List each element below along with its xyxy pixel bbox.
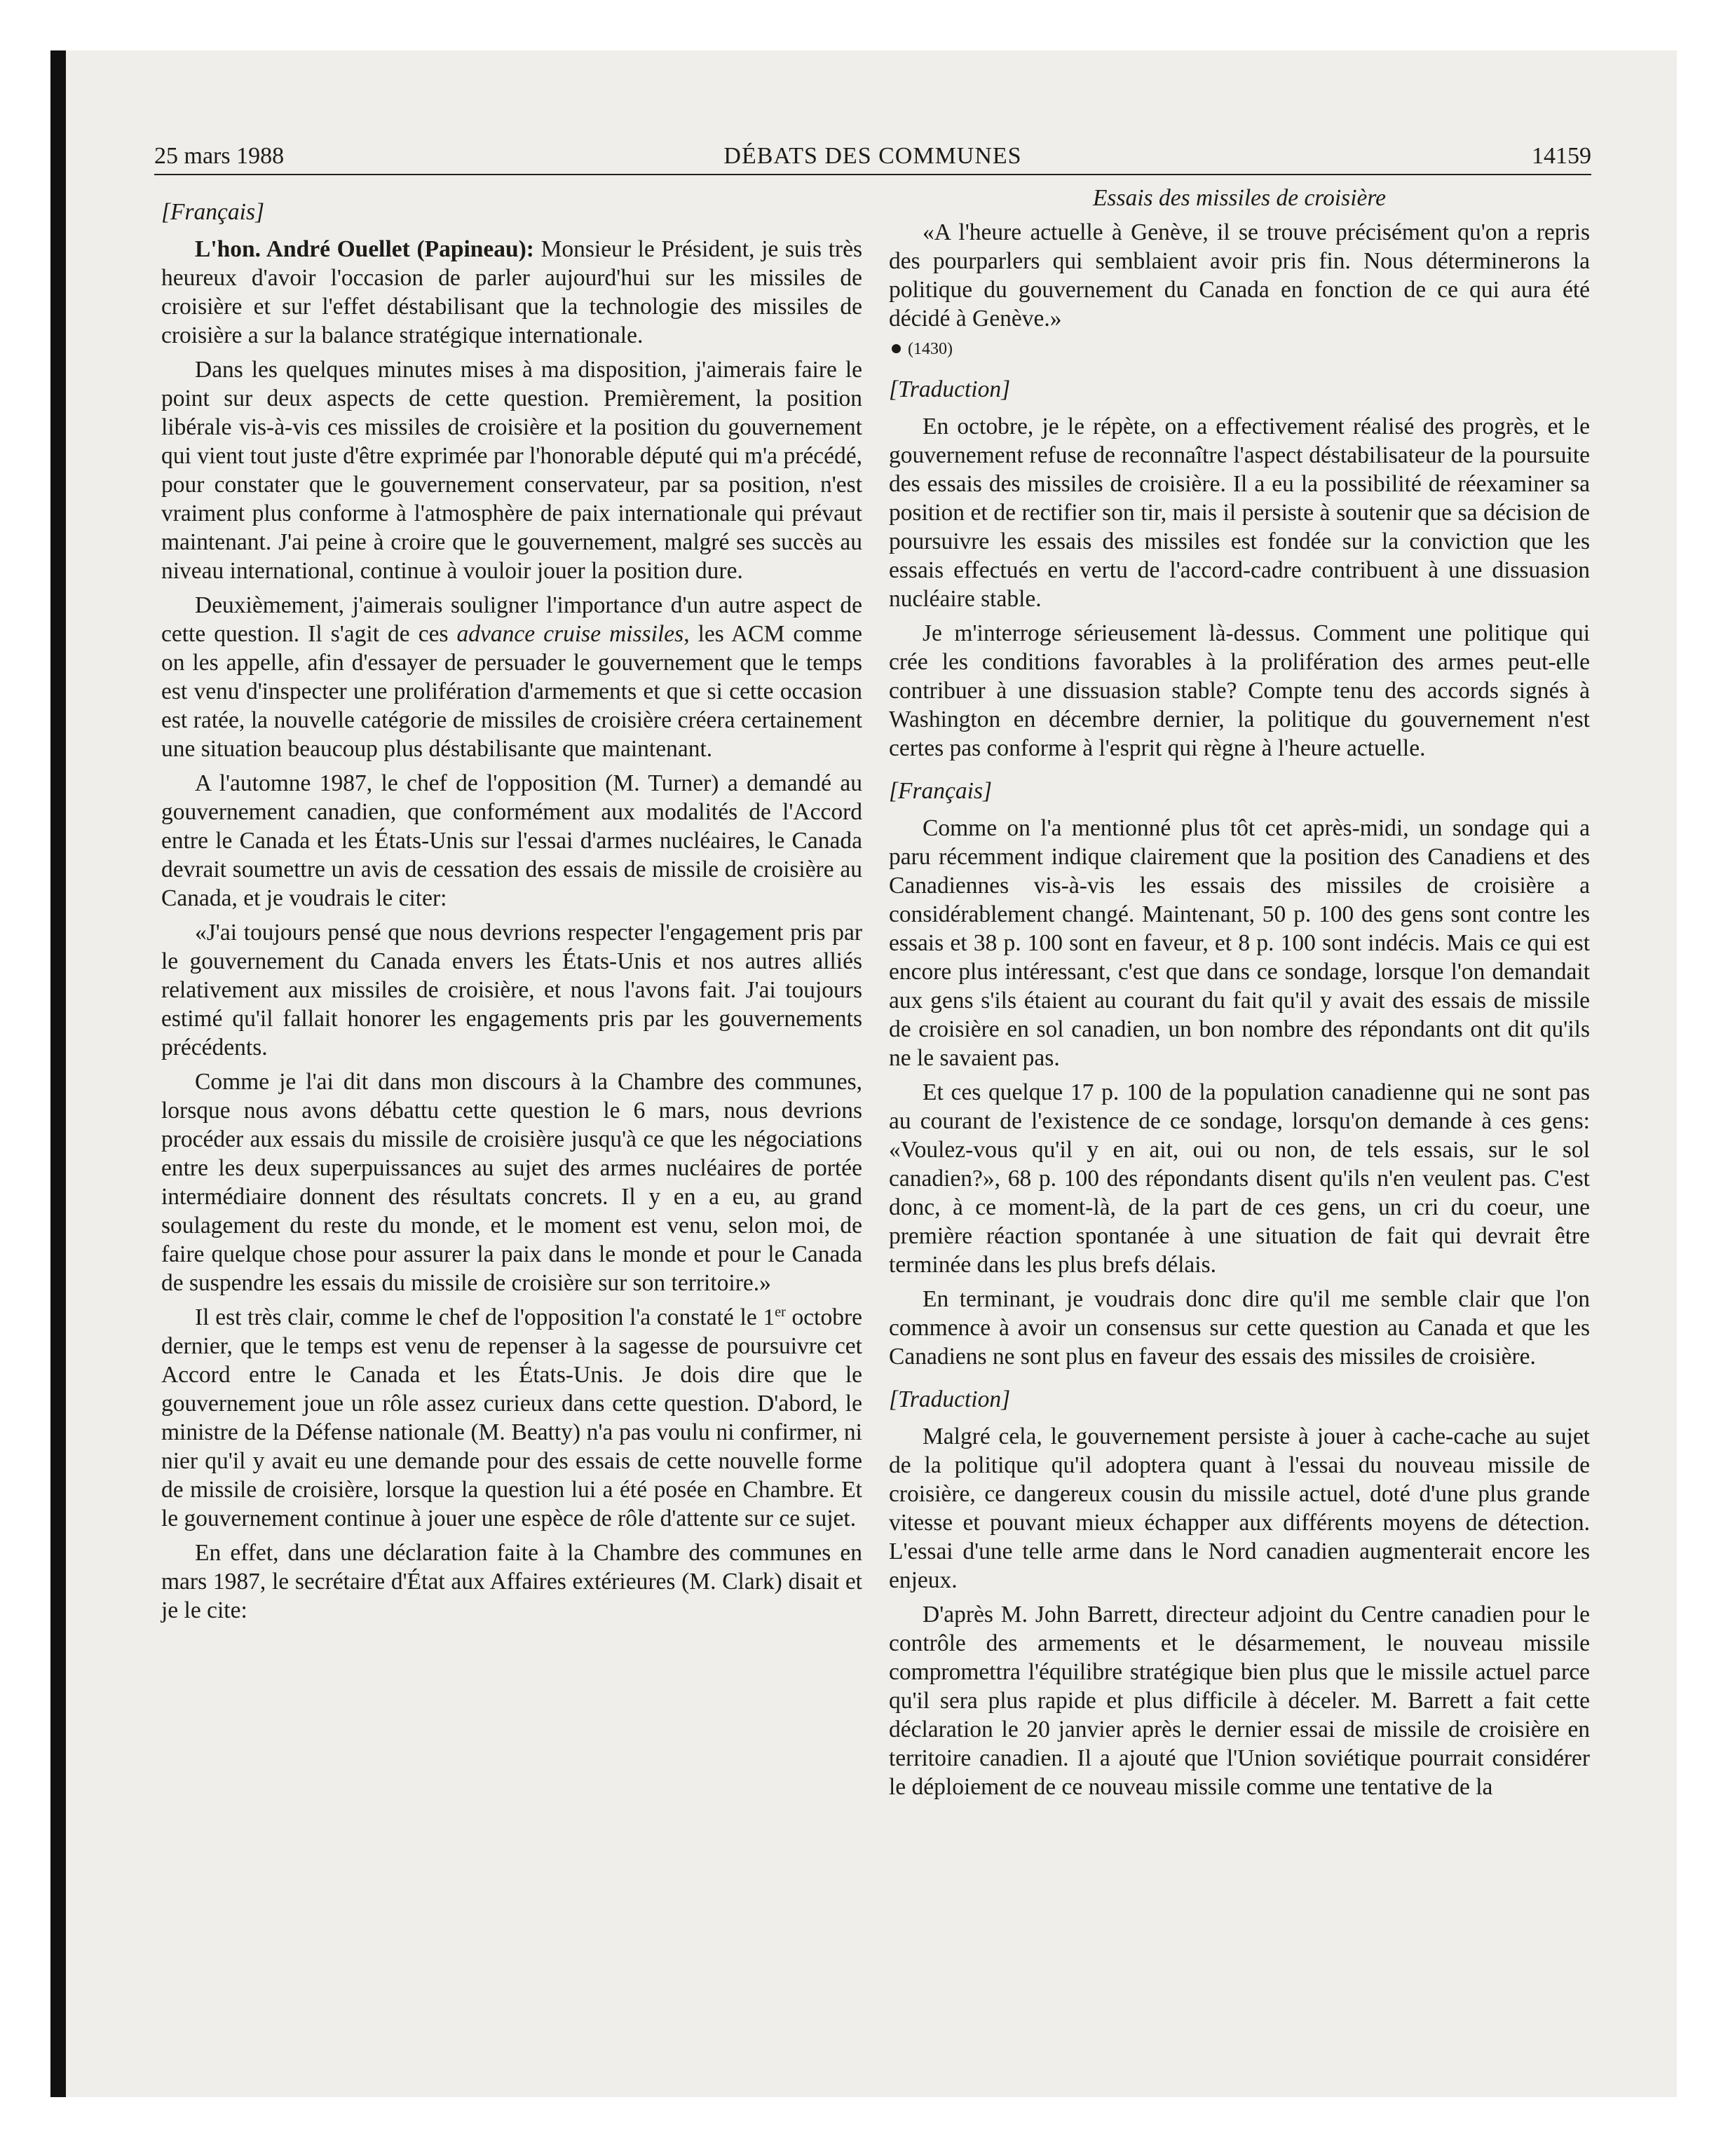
paragraph: Malgré cela, le gouvernement persiste à jouer à cache-cache au sujet de la politique qu'il adoptera quant à l'essai du nouveau missile de croisière, ce dangereux cousin du missile actuel, doté d'une plus grande vitesse et pouvant mieux échapper aux différents moyens de détection. L'essai d'une telle arme dans le Nord canadien augmenterait encore les enjeux.	[889, 1424, 1590, 1593]
paragraph	[161, 235, 862, 350]
time-marker-text: (1430)	[908, 340, 953, 358]
paragraph: Et ces quelque 17 p. 100 de la population canadienne qui ne sont pas au courant de l'existence de ce sondage, lorsqu'on demande à ces gens: «Voulez-vous qu'il y en ait, oui ou non, de tels essais, sur le sol canadien?», 68 p. 100 des répondants disent qu'ils n'en veulent pas. C'est donc, à ce moment-là, de la part de ces gens, un cri du coeur, une première réaction spontanée à une situation de fait qui devrait être terminée dans les plus brefs délais.	[889, 1079, 1590, 1278]
paragraph-text: , les ACM comme on les appelle, afin d'essayer de persuader le gouvernement que le temps est venu d'inspecter une prolifération d'armements et que si cette occasion est ratée, la nouvelle catégorie de missiles de croisière créera certainement une situation beaucoup plus déstabilisante que maintenant.	[161, 621, 862, 762]
quotation: «J'ai toujours pensé que nous devrions respecter l'engagement pris par le gouvernement du Canada envers les États-Unis et nos autres alliés relativement aux missiles de croisière, et nous l'avons fait. J'ai toujours estimé qu'il fallait honorer les engagements pris par les gouvernements précédents.	[161, 920, 862, 1060]
paragraph-text: Monsieur le Président, je suis très heureux d'avoir l'occasion de parler aujourd'hui sur les missiles de croisière et sur l'effet déstabilisant que la technologie des missiles de croisière a sur la balance stratégique internationale.	[161, 236, 862, 348]
language-tag: [Français]	[889, 778, 993, 804]
paragraph-text: Il est très clair, comme le chef de l'opposition l'a constaté le 1	[195, 1304, 775, 1330]
paragraph: Je m'interroge sérieusement là-dessus. Comment une politique qui crée les conditions favorables à la prolifération des armes peut-elle contribuer à une dissuasion stable? Compte tenu des accords signés à Washington en décembre dernier, la politique du gouvernement n'est certes pas conforme à l'esprit qui règne à l'heure actuelle.	[889, 620, 1590, 761]
paragraph: D'après M. John Barrett, directeur adjoint du Centre canadien pour le contrôle des armements et le désarmement, le nouveau missile compromettra l'équilibre stratégique bien plus que le missile actuel parce qu'il sera plus rapide et plus difficile à déceler. M. Barrett a fait cette déclaration le 20 janvier après le dernier essai de missile de croisière en territoire canadien. Il a ajouté que l'Union soviétique pourrait considérer le déploiement de ce nouveau missile comme une tentative de la	[889, 1602, 1590, 1800]
superscript: er	[775, 1304, 786, 1320]
subject-heading: Essais des missiles de croisière	[1092, 185, 1387, 211]
right-column	[889, 184, 1590, 1801]
paragraph	[161, 1303, 862, 1533]
quotation: Comme je l'ai dit dans mon discours à la Chambre des communes, lorsque nous avons débattu cette question le 6 mars, nous devrions procéder aux essais du missile de croisière jusqu'à ce que les négociations entre les deux superpuissances au sujet des armes nucléaires de portée intermédiaire donnent des résultats concrets. Il y en a eu, au grand soulagement du reste du monde, et le moment est venu, selon moi, de faire quelque chose pour assurer la paix dans le monde et pour le Canada de suspendre les essais du missile de croisière sur son territoire.»	[161, 1069, 862, 1296]
paragraph: En effet, dans une déclaration faite à la Chambre des communes en mars 1987, le secrétaire d'État aux Affaires extérieures (M. Clark) disait et je le cite:	[161, 1540, 862, 1623]
header-rule	[154, 174, 1591, 175]
paragraph-text: octobre dernier, que le temps est venu de repenser à la sagesse de poursuivre cet Accord entre le Canada et les États-Unis. Je dois dire que le gouvernement joue un rôle assez curieux dans cette question. D'abord, le ministre de la Défense nationale (M. Beatty) n'a pas voulu ni confirmer, ni nier qu'il y avait eu une demande pour des essais de cette nouvelle forme de missile de croisière, lorsque la question lui a été posée en Chambre. Et le gouvernement continue à jouer une espèce de rôle d'attente sur ce sujet.	[161, 1304, 863, 1531]
italic-term: advance cruise missiles	[456, 621, 684, 647]
scan-edge-bar	[50, 50, 66, 2097]
paragraph: Comme on l'a mentionné plus tôt cet après-midi, un sondage qui a paru récemment indique clairement que la position des Canadiens et des Canadiennes vis-à-vis les essais des missiles de croisière a considérablement changé. Maintenant, 50 p. 100 des gens sont contre les essais et 38 p. 100 sont en faveur, et 8 p. 100 sont indécis. Mais ce qui est encore plus intéressant, c'est que dans ce sondage, lorsque l'on demandait aux gens s'ils étaient au courant du fait qu'il y avait des essais de missile de croisière en sol canadien, un bon nombre des répondants ont dit qu'ils ne le savaient pas.	[889, 815, 1590, 1071]
language-tag: [Traduction]	[889, 1386, 1011, 1412]
header-date: 25 mars 1988	[154, 143, 285, 169]
paragraph: En octobre, je le répète, on a effectivement réalisé des progrès, et le gouvernement refuse de reconnaître l'aspect déstabilisateur de la poursuite des essais des missiles de croisière. Il a eu la possibilité de réexaminer sa position et de rectifier son tir, mais il persiste à soutenir que sa décision de poursuivre les essais des missiles est fondée sur la conviction que les essais effectués en vertu de l'accord-cadre contribuent à une dissuasion nucléaire stable.	[889, 414, 1590, 612]
language-tag: [Traduction]	[889, 376, 1011, 402]
header-title: DÉBATS DES COMMUNES	[723, 143, 1022, 169]
page-header	[154, 140, 1591, 172]
paragraph-text: Deuxièmement, j'aimerais souligner l'importance d'un autre aspect de cette question. Il s'agit de ces	[161, 592, 862, 647]
bullet-icon	[892, 344, 901, 353]
paragraph	[161, 591, 862, 763]
paragraph: Dans les quelques minutes mises à ma disposition, j'aimerais faire le point sur deux aspects de cette question. Premièrement, la position libérale vis-à-vis ces missiles de croisière et la position du gouvernement qui vient tout juste d'être exprimée par l'honorable député qui m'a précédé, pour constater que le gouvernement conservateur, par sa position, n'est vraiment plus conforme à l'atmosphère de paix internationale qui prévaut maintenant. J'ai peine à croire que le gouvernement, malgré ses succès au niveau international, continue à vouloir jouer la position dure.	[161, 357, 862, 584]
time-marker	[889, 337, 1590, 361]
paragraph: En terminant, je voudrais donc dire qu'il me semble clair que l'on commence à avoir un consensus sur cette question au Canada et que les Canadiens ne sont plus en faveur des essais des missiles de croisière.	[889, 1286, 1590, 1370]
language-tag: [Français]	[161, 199, 265, 225]
paragraph: A l'automne 1987, le chef de l'opposition (M. Turner) a demandé au gouvernement canadien, que conformément aux modalités de l'Accord entre le Canada et les États-Unis sur l'essai d'armes nucléaires, le Canada devrait soumettre un avis de cessation des essais de missile de croisière au Canada, et je voudrais le citer:	[161, 770, 862, 911]
left-column	[161, 184, 862, 1625]
header-page-number: 14159	[1532, 143, 1591, 169]
quotation: «A l'heure actuelle à Genève, il se trouve précisément qu'on a repris des pourparlers qui semblaient avoir pris fin. Nous déterminerons la politique du gouvernement du Canada en fonction de ce qui aura été décidé à Genève.»	[889, 219, 1590, 332]
speaker-name: L'hon. André Ouellet (Papineau):	[195, 236, 534, 262]
